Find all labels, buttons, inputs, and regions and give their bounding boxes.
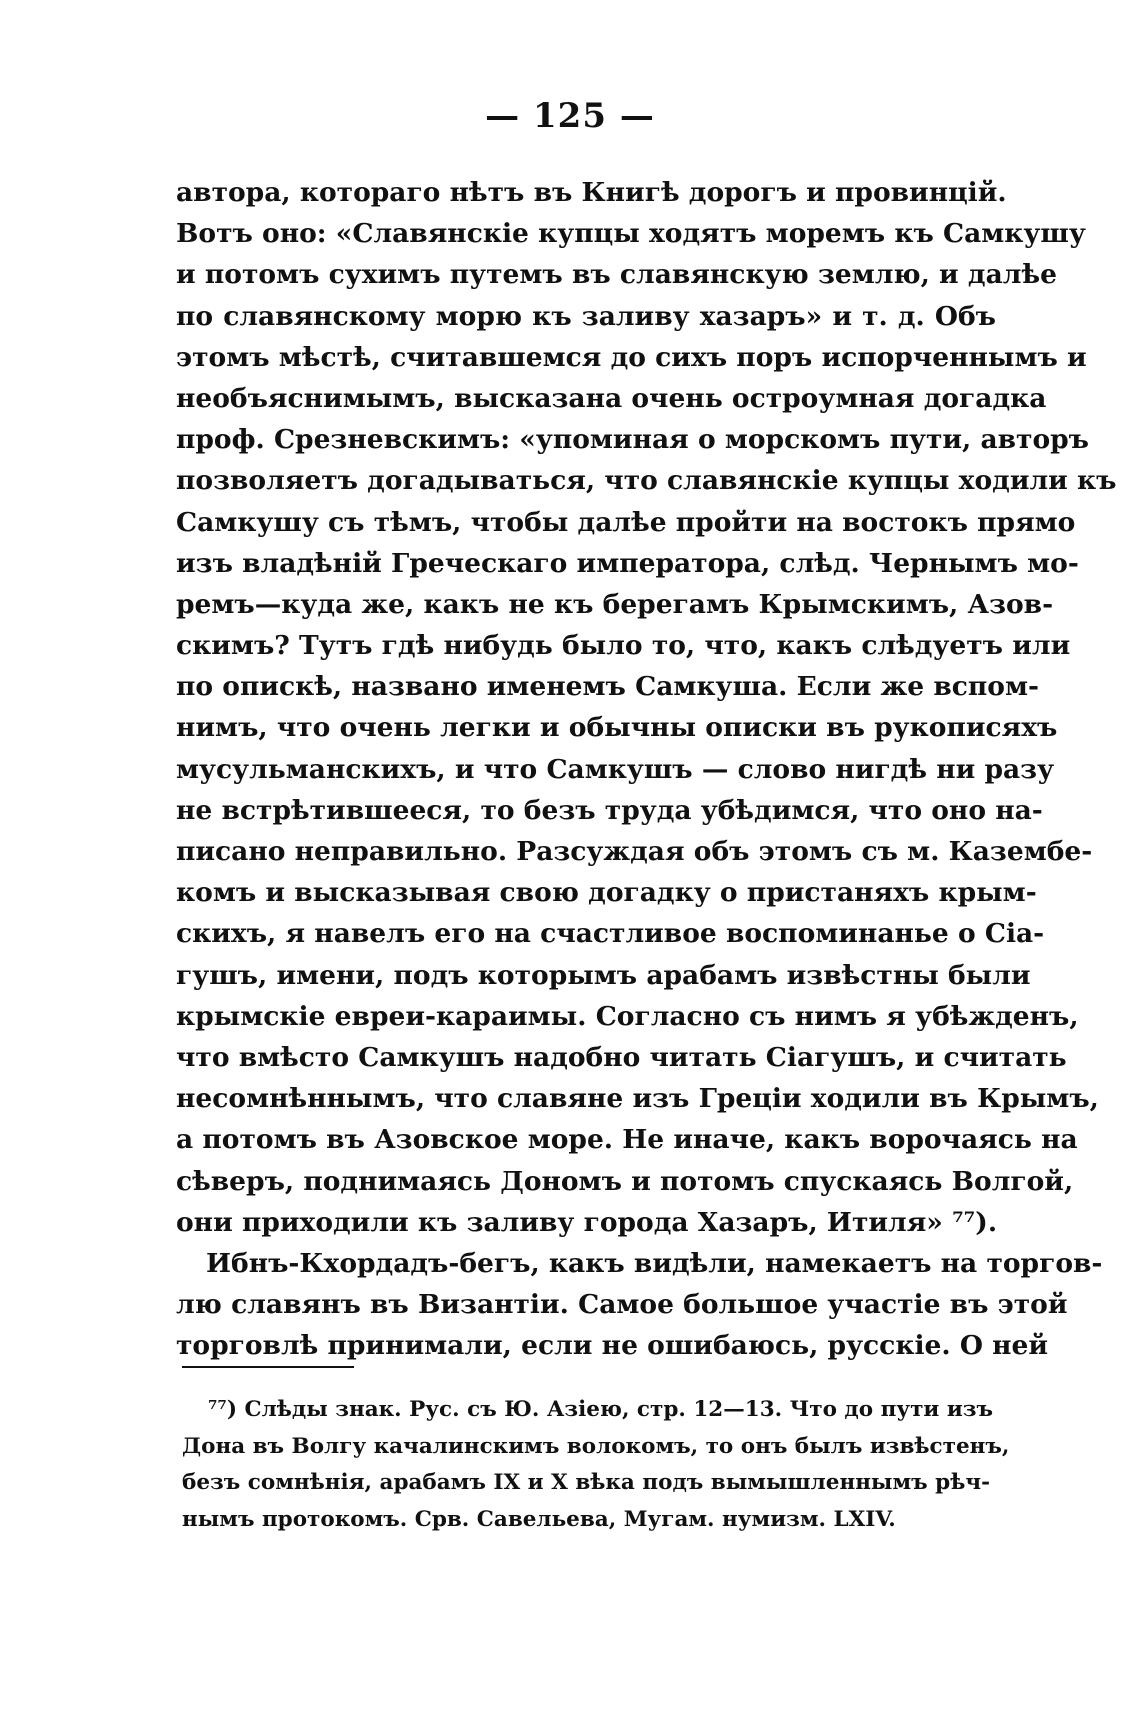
page-number: — 125 — — [485, 96, 655, 136]
footnote — [182, 1392, 1010, 1538]
text-line: по опискѣ, названо именемъ Самкуша. Если же вспом- — [176, 671, 1039, 703]
text-line: необъяснимымъ, высказана очень остроумная догадка — [176, 382, 1047, 414]
main-text — [176, 172, 1117, 1366]
text-line: автора, котораго нѣтъ въ Книгѣ дорогъ и провинцій. — [176, 177, 1007, 208]
footnote-line: ⁷⁷) Слѣды знак. Рус. съ Ю. Азіею, стр. 12—13. Что до пути изъ — [208, 1397, 994, 1422]
text-line: проф. Срезневскимъ: «упоминая о морскомъ пути, авторъ — [176, 424, 1090, 456]
text-line: скимъ? Тутъ гдѣ нибудь было то, что, какъ слѣдуетъ или — [176, 630, 1071, 662]
text-line: сѣверъ, поднимаясь Дономъ и потомъ спускаясь Волгой, — [176, 1165, 1074, 1197]
text-line: и потомъ сухимъ путемъ въ славянскую землю, и далѣе — [176, 259, 1057, 291]
text-line: торговлѣ принимали, если не ошибаюсь, русскіе. О ней — [176, 1330, 1049, 1362]
text-line: этомъ мѣстѣ, считавшемся до сихъ поръ испорченнымъ и — [176, 341, 1087, 373]
text-line: а потомъ въ Азовское море. Не иначе, какъ ворочаясь на — [176, 1124, 1078, 1156]
text-line: изъ владѣній Греческаго императора, слѣд. Чернымъ мо- — [176, 547, 1079, 579]
text-line: нимъ, что очень легки и обычны описки въ рукописяхъ — [176, 712, 1058, 744]
text-line: скихъ, я навелъ его на счастливое воспоминанье о Сіа- — [176, 918, 1045, 950]
footnote-line: нымъ протокомъ. Срв. Савельева, Мугам. нумизм. LXIV. — [182, 1506, 896, 1532]
text-line: писано неправильно. Разсуждая объ этомъ съ м. Казембе- — [176, 836, 1093, 867]
text-line: несомнѣннымъ, что славяне изъ Греціи ходили въ Крымъ, — [176, 1083, 1099, 1115]
text-line: крымскіе евреи-караимы. Согласно съ нимъ я убѣжденъ, — [176, 1000, 1079, 1032]
footnote-divider — [182, 1366, 354, 1368]
text-line: не встрѣтившееся, то безъ труда убѣдимся, что оно на- — [176, 794, 1043, 826]
text-line: лю славянъ въ Византіи. Самое большое участіе въ этой — [176, 1289, 1068, 1321]
text-line: Самкушу съ тѣмъ, чтобы далѣе пройти на востокъ прямо — [176, 506, 1076, 538]
text-line: ремъ—куда же, какъ не къ берегамъ Крымскимъ, Азов- — [176, 588, 1054, 620]
text-line: позволяетъ догадываться, что славянскіе купцы ходили къ — [176, 465, 1117, 497]
text-line: Вотъ оно: «Славянскіе купцы ходятъ моремъ къ Самкушу — [176, 218, 1086, 250]
text-line: по славянскому морю къ заливу хазаръ» и т. д. Объ — [176, 300, 996, 332]
footnote-line: Дона въ Волгу качалинскимъ волокомъ, то онъ былъ извѣстенъ, — [182, 1433, 1010, 1459]
text-line: комъ и высказывая свою догадку о пристаняхъ крым- — [176, 877, 1037, 909]
text-line: они приходили къ заливу города Хазаръ, Итиля» ⁷⁷). — [176, 1206, 998, 1238]
text-line: гушъ, имени, подъ которымъ арабамъ извѣстны были — [176, 959, 1031, 991]
text-line: мусульманскихъ, и что Самкушъ — слово нигдѣ ни разу — [176, 753, 1055, 785]
footnote-line: безъ сомнѣнія, арабамъ IX и X вѣка подъ вымышленнымъ рѣч- — [182, 1470, 990, 1495]
text-line: Ибнъ-Кхордадъ-бегъ, какъ видѣли, намекаетъ на торгов- — [206, 1247, 1103, 1279]
text-line: что вмѣсто Самкушъ надобно читать Сіагушъ, и считать — [176, 1041, 1067, 1073]
